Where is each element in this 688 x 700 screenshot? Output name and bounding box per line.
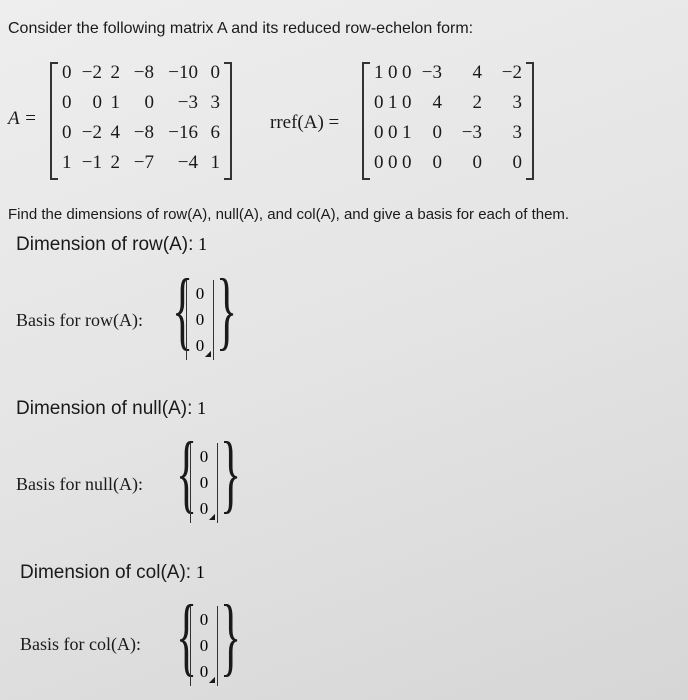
matrix-cell: 0 bbox=[388, 62, 398, 83]
intro-text: Consider the following matrix A and its reduced row-echelon form: bbox=[8, 20, 474, 37]
matrix-cell: 0 bbox=[374, 122, 384, 143]
matrix-cell: 3 bbox=[210, 92, 220, 113]
resize-handle-icon[interactable]: ◢ bbox=[204, 349, 211, 358]
matrix-cell: 0 bbox=[374, 152, 384, 173]
matrix-cell: −8 bbox=[133, 122, 154, 143]
row-dimension bbox=[16, 234, 214, 256]
null-basis-vector bbox=[176, 424, 242, 527]
matrix-cell: 4 bbox=[432, 92, 442, 113]
row-basis-entry[interactable] bbox=[190, 308, 210, 332]
bracket-corner bbox=[526, 178, 532, 180]
matrix-cell: −4 bbox=[177, 152, 198, 173]
matrix-cell: 3 bbox=[512, 92, 522, 113]
matrix-cell: −8 bbox=[133, 62, 154, 83]
row-dimension-label: Dimension of row(A): bbox=[16, 234, 194, 255]
matrix-a bbox=[50, 62, 232, 180]
matrix-cell: 0 bbox=[210, 62, 220, 83]
matrix-cell: 4 bbox=[472, 62, 482, 83]
left-brace-icon: { bbox=[172, 261, 194, 359]
left-brace-icon: { bbox=[176, 587, 198, 685]
matrix-cell: −1 bbox=[81, 152, 102, 173]
matrix-cell: 0 bbox=[402, 92, 412, 113]
matrix-cell: −16 bbox=[168, 122, 198, 143]
matrix-cell: 0 bbox=[472, 152, 482, 173]
matrix-cell: 0 bbox=[402, 62, 412, 83]
right-brace-icon: } bbox=[220, 424, 242, 522]
right-brace-icon: } bbox=[220, 587, 242, 685]
matrix-cell: 0 bbox=[374, 92, 384, 113]
matrix-cell: 6 bbox=[210, 122, 220, 143]
col-basis-vector bbox=[176, 587, 242, 690]
matrix-cell: −7 bbox=[133, 152, 154, 173]
matrix-a-label: A = bbox=[8, 108, 37, 129]
matrix-cell: 1 bbox=[62, 152, 72, 173]
matrix-cell: −3 bbox=[421, 62, 442, 83]
rref-label: rref(A) = bbox=[270, 112, 340, 133]
bracket-corner bbox=[52, 62, 58, 64]
col-basis-entry[interactable] bbox=[194, 608, 214, 632]
bracket-corner bbox=[224, 62, 230, 64]
bracket-corner bbox=[526, 62, 532, 64]
matrix-cell: 2 bbox=[110, 152, 120, 173]
bracket-corner bbox=[224, 178, 230, 180]
matrix-cell: 0 bbox=[388, 152, 398, 173]
matrix-cell: −3 bbox=[461, 122, 482, 143]
matrix-cell: 1 bbox=[374, 62, 384, 83]
matrix-cell: 2 bbox=[110, 62, 120, 83]
matrix-cell: 1 bbox=[388, 92, 398, 113]
matrix-cell: 3 bbox=[512, 122, 522, 143]
matrix-cell: 1 bbox=[110, 92, 120, 113]
null-basis-entry[interactable] bbox=[194, 445, 214, 469]
row-basis-vector bbox=[172, 261, 238, 364]
matrix-cell: 0 bbox=[62, 122, 72, 143]
question-text: Find the dimensions of row(A), null(A), and col(A), and give a basis for each of them. bbox=[8, 206, 570, 223]
left-brace-icon: { bbox=[176, 424, 198, 522]
col-basis-label: Basis for col(A): bbox=[20, 634, 141, 654]
bracket-corner bbox=[52, 178, 58, 180]
right-brace-icon: } bbox=[216, 261, 238, 359]
rref-matrix bbox=[362, 62, 534, 180]
matrix-cell: 0 bbox=[62, 62, 72, 83]
matrix-cell: 0 bbox=[62, 92, 72, 113]
matrix-cell: 4 bbox=[110, 122, 120, 143]
matrix-cell: 0 bbox=[432, 152, 442, 173]
null-dimension-input[interactable] bbox=[197, 398, 213, 419]
null-basis-label: Basis for null(A): bbox=[16, 474, 143, 494]
row-basis-label: Basis for row(A): bbox=[16, 310, 143, 330]
matrix-cell: −2 bbox=[81, 122, 102, 143]
null-basis-entry[interactable] bbox=[194, 471, 214, 495]
matrix-cell: −10 bbox=[168, 62, 198, 83]
col-dimension bbox=[20, 562, 212, 584]
col-dimension-label: Dimension of col(A): bbox=[20, 562, 192, 583]
bracket-corner bbox=[364, 62, 370, 64]
row-dimension-input[interactable] bbox=[198, 234, 214, 255]
null-dimension bbox=[16, 398, 213, 420]
null-dimension-label: Dimension of null(A): bbox=[16, 398, 193, 419]
resize-handle-icon[interactable]: ◢ bbox=[208, 675, 215, 684]
matrix-cell: −2 bbox=[501, 62, 522, 83]
row-basis-entry[interactable] bbox=[190, 282, 210, 306]
resize-handle-icon[interactable]: ◢ bbox=[208, 512, 215, 521]
matrix-cell: 0 bbox=[388, 122, 398, 143]
matrix-cell: 1 bbox=[402, 122, 412, 143]
bracket-corner bbox=[364, 178, 370, 180]
matrix-cell: 0 bbox=[432, 122, 442, 143]
col-basis-entry[interactable] bbox=[194, 634, 214, 658]
matrix-cell: 0 bbox=[402, 152, 412, 173]
matrix-cell: 0 bbox=[512, 152, 522, 173]
matrix-cell: 2 bbox=[472, 92, 482, 113]
col-dimension-input[interactable] bbox=[196, 562, 212, 583]
matrix-cell: −3 bbox=[177, 92, 198, 113]
matrix-cell: 1 bbox=[210, 152, 220, 173]
matrix-cell: 0 bbox=[144, 92, 154, 113]
matrix-cell: 0 bbox=[92, 92, 102, 113]
matrix-cell: −2 bbox=[81, 62, 102, 83]
